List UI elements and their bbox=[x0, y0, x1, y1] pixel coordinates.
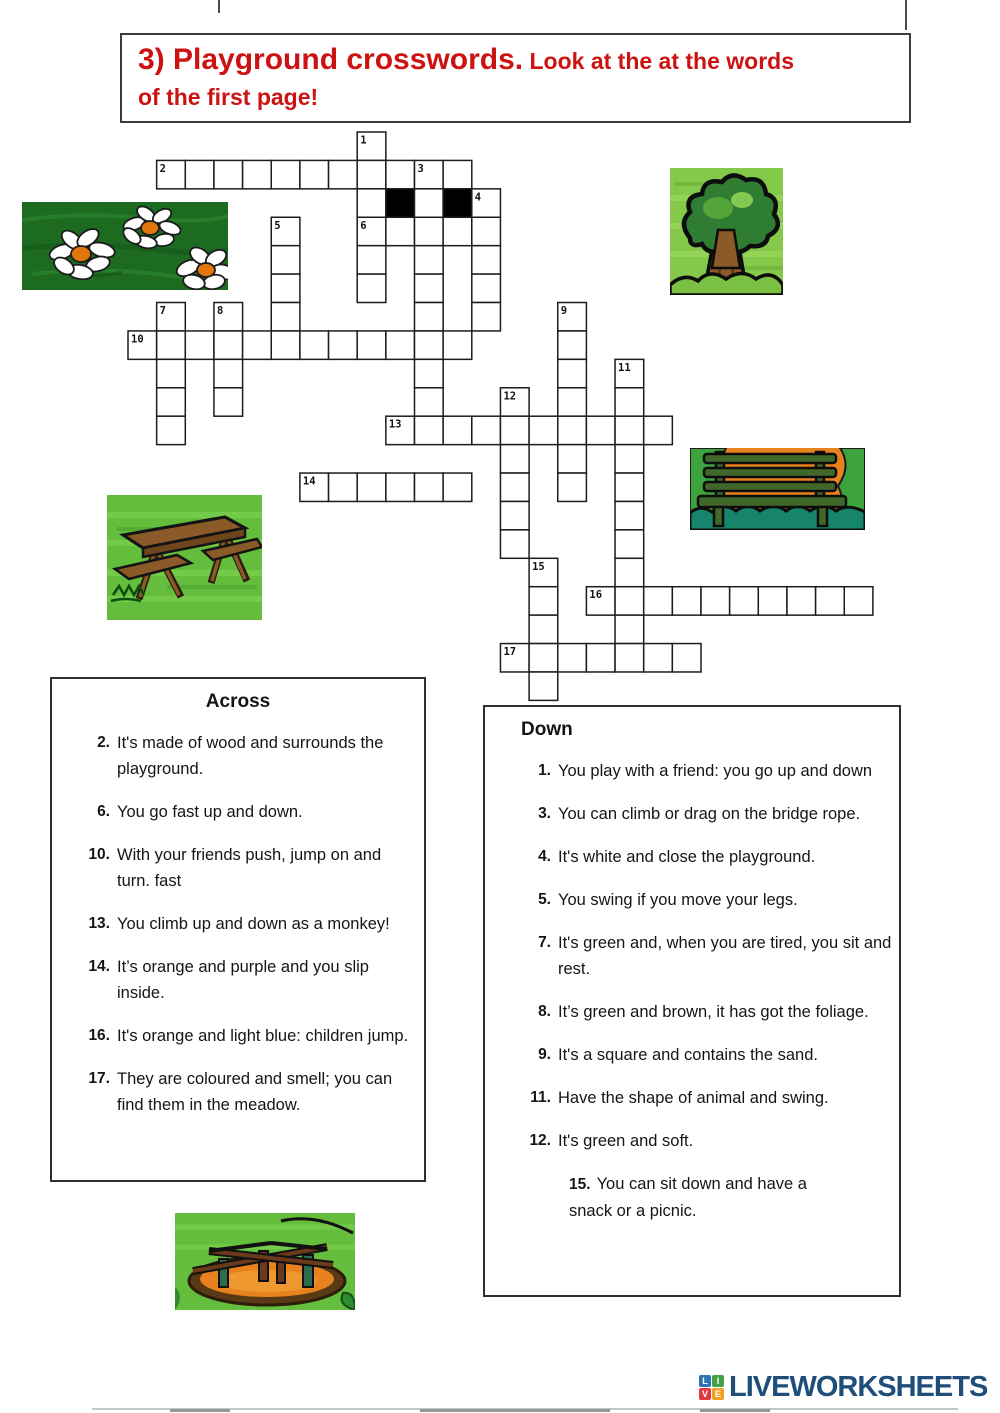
grid-cell[interactable] bbox=[758, 587, 787, 615]
liveworksheets-logo-icon bbox=[699, 1375, 725, 1401]
cell-number: 5 bbox=[274, 219, 281, 232]
grid-cell[interactable] bbox=[329, 473, 358, 501]
cell-number: 7 bbox=[159, 305, 166, 318]
down-clue-number: 1. bbox=[538, 762, 551, 779]
down-clue-text: You can sit down and have a snack or a picnic. bbox=[569, 1175, 807, 1220]
down-clue bbox=[497, 758, 893, 784]
across-clue bbox=[64, 911, 418, 937]
grid-cell[interactable] bbox=[157, 416, 186, 444]
down-clue-text: It's green and, when you are tired, you sit and rest. bbox=[558, 934, 892, 978]
down-clue bbox=[497, 844, 893, 870]
cell-number: 2 bbox=[159, 162, 166, 175]
grid-cell[interactable] bbox=[357, 331, 386, 359]
across-clue-number: 16. bbox=[88, 1027, 110, 1044]
cell-number: 6 bbox=[360, 219, 367, 232]
title-line1 bbox=[138, 43, 909, 77]
grid-cell[interactable] bbox=[615, 558, 644, 586]
grid-cell[interactable] bbox=[415, 473, 444, 501]
cell-number: 10 bbox=[131, 333, 144, 346]
grid-cell[interactable] bbox=[386, 217, 415, 245]
grid-cell[interactable] bbox=[271, 246, 300, 274]
grid-cell[interactable] bbox=[415, 246, 444, 274]
across-clue bbox=[64, 1066, 418, 1118]
grid-cell[interactable] bbox=[185, 331, 214, 359]
across-clue-number: 17. bbox=[88, 1070, 110, 1087]
grid-cell[interactable] bbox=[214, 331, 243, 359]
across-clue-list bbox=[52, 730, 424, 1118]
across-clue-text: They are coloured and smell; you can find them in the meadow. bbox=[117, 1070, 393, 1114]
across-clue-text: It’s orange and purple and you slip inside. bbox=[117, 958, 369, 1002]
down-clue-text: You play with a friend: you go up and down bbox=[558, 762, 873, 780]
grid-cell[interactable] bbox=[357, 473, 386, 501]
down-clue bbox=[497, 1042, 893, 1068]
grid-cell[interactable] bbox=[415, 217, 444, 245]
across-clue-text: You go fast up and down. bbox=[117, 803, 303, 821]
page-bottom-crop-mark bbox=[700, 1409, 770, 1412]
grid-cell[interactable] bbox=[329, 160, 358, 188]
grid-cell[interactable] bbox=[615, 501, 644, 529]
down-clue bbox=[497, 930, 893, 982]
grid-cell[interactable] bbox=[615, 473, 644, 501]
grid-cell[interactable] bbox=[214, 160, 243, 188]
logo-square-v: V bbox=[699, 1388, 711, 1400]
black-cell bbox=[443, 189, 472, 217]
cell-number: 12 bbox=[503, 390, 517, 403]
grid-cell[interactable] bbox=[644, 644, 673, 672]
grid-cell[interactable] bbox=[500, 445, 529, 473]
grid-cell[interactable] bbox=[443, 473, 472, 501]
grid-cell[interactable] bbox=[615, 445, 644, 473]
grid-cell[interactable] bbox=[214, 359, 243, 387]
across-clue-text: It's orange and light blue: children jump. bbox=[117, 1027, 409, 1045]
grid-cell[interactable] bbox=[185, 160, 214, 188]
grid-cell[interactable] bbox=[271, 331, 300, 359]
down-clue-text: You can climb or drag on the bridge rope. bbox=[558, 805, 861, 823]
grid-cell[interactable] bbox=[644, 587, 673, 615]
grid-cell[interactable] bbox=[558, 359, 587, 387]
cell-number: 3 bbox=[417, 162, 424, 175]
crossword-grid[interactable] bbox=[127, 131, 875, 703]
grid-cell[interactable] bbox=[157, 388, 186, 416]
across-clue bbox=[64, 730, 418, 782]
page-bottom-crop-mark bbox=[420, 1409, 610, 1412]
grid-cell[interactable] bbox=[529, 644, 558, 672]
page-crop-mark-right bbox=[905, 0, 907, 30]
across-clue bbox=[64, 842, 418, 894]
grid-cell[interactable] bbox=[415, 388, 444, 416]
across-clue-number: 14. bbox=[88, 958, 110, 975]
down-clue-number: 8. bbox=[538, 1003, 551, 1020]
grid-cell[interactable] bbox=[357, 189, 386, 217]
grid-cell[interactable] bbox=[816, 587, 845, 615]
title-line2: of the first page! bbox=[138, 84, 319, 110]
grid-cell[interactable] bbox=[415, 331, 444, 359]
grid-cell[interactable] bbox=[730, 587, 759, 615]
across-clue-text: It's made of wood and surrounds the playground. bbox=[117, 734, 384, 778]
logo-square-i: I bbox=[712, 1375, 724, 1387]
grid-cell[interactable] bbox=[472, 303, 501, 331]
grid-cell[interactable] bbox=[357, 246, 386, 274]
grid-cell[interactable] bbox=[529, 615, 558, 643]
down-clues-box bbox=[483, 705, 901, 1297]
down-clue bbox=[569, 1171, 849, 1224]
across-clue bbox=[64, 954, 418, 1006]
grid-cell[interactable] bbox=[300, 160, 329, 188]
down-clue-text: It's white and close the playground. bbox=[558, 848, 816, 866]
grid-cell[interactable] bbox=[157, 359, 186, 387]
down-clue-text: It’s green and brown, it has got the foliage. bbox=[558, 1003, 869, 1021]
grid-cell[interactable] bbox=[844, 587, 873, 615]
grid-cell[interactable] bbox=[243, 160, 272, 188]
cell-number: 17 bbox=[503, 646, 517, 659]
down-clue-text: It's a square and contains the sand. bbox=[558, 1046, 818, 1064]
down-clue bbox=[497, 1128, 893, 1154]
grid-cell[interactable] bbox=[271, 160, 300, 188]
grid-cell[interactable] bbox=[386, 331, 415, 359]
across-header: Across bbox=[205, 691, 271, 712]
grid-cell[interactable] bbox=[472, 217, 501, 245]
grid-cell[interactable] bbox=[500, 416, 529, 444]
grid-cell[interactable] bbox=[701, 587, 730, 615]
grid-cell[interactable] bbox=[386, 473, 415, 501]
grid-cell[interactable] bbox=[558, 416, 587, 444]
grid-cell[interactable] bbox=[300, 331, 329, 359]
down-clue-number: 7. bbox=[538, 934, 551, 951]
grid-cell[interactable] bbox=[615, 615, 644, 643]
grid-cell[interactable] bbox=[586, 644, 615, 672]
grid-cell[interactable] bbox=[415, 189, 444, 217]
across-clue-number: 6. bbox=[97, 803, 110, 820]
grid-cell[interactable] bbox=[529, 672, 558, 700]
grid-cell[interactable] bbox=[500, 501, 529, 529]
grid-cell[interactable] bbox=[615, 530, 644, 558]
down-clue bbox=[497, 801, 893, 827]
grid-cell[interactable] bbox=[615, 388, 644, 416]
grid-cell[interactable] bbox=[615, 416, 644, 444]
cell-number: 8 bbox=[216, 305, 224, 318]
grid-cell[interactable] bbox=[472, 246, 501, 274]
grid-cell[interactable] bbox=[558, 473, 587, 501]
cell-number: 4 bbox=[474, 191, 482, 204]
cell-number: 11 bbox=[618, 361, 631, 374]
across-clue bbox=[64, 1023, 418, 1049]
grid-cell[interactable] bbox=[558, 331, 587, 359]
down-clue bbox=[497, 999, 893, 1025]
grid-cell[interactable] bbox=[415, 359, 444, 387]
grid-cell[interactable] bbox=[500, 530, 529, 558]
across-clue bbox=[64, 799, 418, 825]
grid-cell[interactable] bbox=[615, 644, 644, 672]
grid-cell[interactable] bbox=[386, 160, 415, 188]
title-main: 3) Playground crosswords. bbox=[138, 43, 524, 76]
down-clue-number: 11. bbox=[530, 1089, 551, 1106]
grid-cell[interactable] bbox=[415, 274, 444, 302]
cell-number: 15 bbox=[532, 560, 545, 573]
down-clue-number: 12. bbox=[529, 1132, 551, 1149]
grid-cell[interactable] bbox=[586, 416, 615, 444]
grid-cell[interactable] bbox=[787, 587, 816, 615]
grid-cell[interactable] bbox=[443, 331, 472, 359]
grid-cell[interactable] bbox=[415, 303, 444, 331]
cell-number: 1 bbox=[360, 134, 367, 147]
grid-cell[interactable] bbox=[214, 388, 243, 416]
grid-cell[interactable] bbox=[615, 587, 644, 615]
grid-cell[interactable] bbox=[472, 274, 501, 302]
cell-number: 9 bbox=[560, 305, 568, 318]
across-clue-text: With your friends push, jump on and turn. fast bbox=[117, 846, 382, 890]
down-clue-text: It's green and soft. bbox=[558, 1132, 694, 1150]
grid-cell[interactable] bbox=[672, 644, 701, 672]
black-cell bbox=[386, 189, 415, 217]
grid-cell[interactable] bbox=[644, 416, 673, 444]
down-clue-text: You swing if you move your legs. bbox=[558, 891, 798, 909]
grid-cell[interactable] bbox=[243, 331, 272, 359]
cell-number: 13 bbox=[388, 418, 402, 431]
grid-cell[interactable] bbox=[415, 416, 444, 444]
down-clue-number: 3. bbox=[538, 805, 551, 822]
grid-cell[interactable] bbox=[271, 274, 300, 302]
down-clue-number: 5. bbox=[538, 891, 551, 908]
title-subtitle: Look at the at the words bbox=[523, 48, 795, 74]
down-header: Down bbox=[521, 719, 573, 740]
grid-cell[interactable] bbox=[672, 587, 701, 615]
logo-square-l: L bbox=[699, 1375, 711, 1387]
grid-cell[interactable] bbox=[472, 416, 501, 444]
worksheet-title-box bbox=[120, 33, 911, 123]
cell-number: 14 bbox=[302, 475, 316, 488]
logo-square-e: E bbox=[712, 1388, 724, 1400]
grid-cell[interactable] bbox=[157, 331, 186, 359]
merry-go-round-image bbox=[175, 1213, 355, 1310]
liveworksheets-logo-text: LIVEWORKSHEETS bbox=[729, 1371, 988, 1403]
grid-cell[interactable] bbox=[357, 274, 386, 302]
across-clues-box bbox=[50, 677, 426, 1182]
down-clue-text: Have the shape of animal and swing. bbox=[558, 1089, 829, 1107]
grid-cell[interactable] bbox=[329, 331, 358, 359]
down-clue bbox=[497, 887, 893, 913]
across-clue-number: 2. bbox=[97, 734, 110, 751]
grid-cell[interactable] bbox=[443, 416, 472, 444]
grid-cell[interactable] bbox=[529, 587, 558, 615]
page-crop-mark-left bbox=[218, 0, 220, 13]
grid-cell[interactable] bbox=[558, 445, 587, 473]
liveworksheets-logo[interactable] bbox=[699, 1371, 987, 1404]
grid-cell[interactable] bbox=[443, 160, 472, 188]
across-clue-number: 13. bbox=[88, 915, 110, 932]
grid-cell[interactable] bbox=[357, 160, 386, 188]
cell-number: 16 bbox=[589, 589, 603, 602]
grid-cell[interactable] bbox=[529, 416, 558, 444]
grid-cell[interactable] bbox=[443, 217, 472, 245]
grid-cell[interactable] bbox=[271, 303, 300, 331]
down-clue-list bbox=[485, 758, 899, 1224]
grid-cell[interactable] bbox=[558, 644, 587, 672]
down-clue-number: 4. bbox=[538, 848, 551, 865]
down-clue-number: 15. bbox=[569, 1176, 591, 1193]
grid-cell[interactable] bbox=[558, 388, 587, 416]
across-clue-text: You climb up and down as a monkey! bbox=[117, 915, 390, 933]
grid-cell[interactable] bbox=[500, 473, 529, 501]
page-bottom-crop-mark bbox=[170, 1409, 230, 1412]
across-clue-number: 10. bbox=[88, 846, 110, 863]
down-clue bbox=[497, 1085, 893, 1111]
down-clue-number: 9. bbox=[538, 1046, 551, 1063]
